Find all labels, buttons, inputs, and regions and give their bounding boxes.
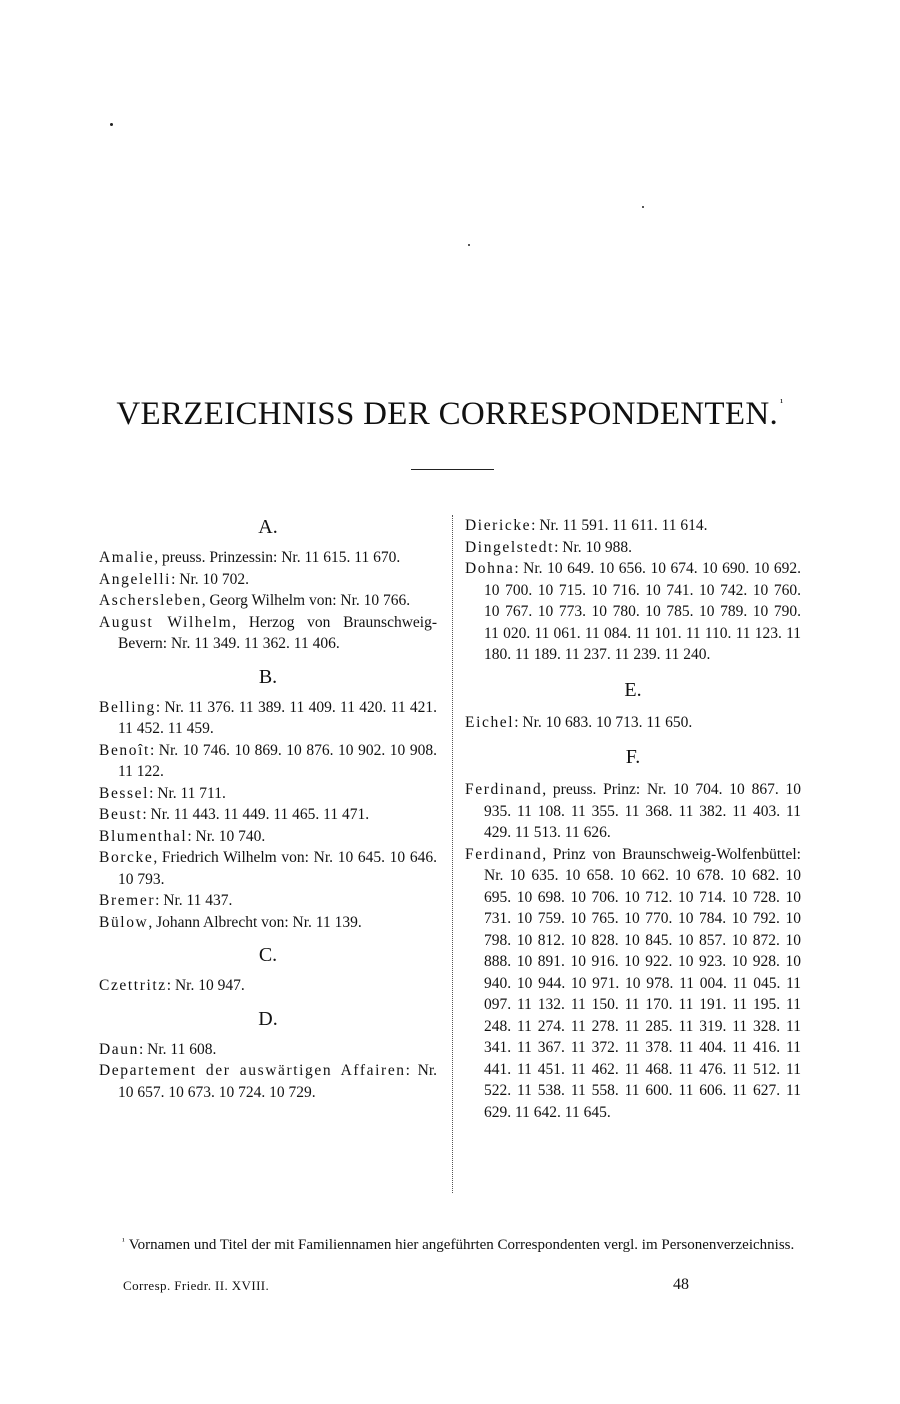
- title-footnote-mark: ¹: [780, 397, 784, 409]
- list-item: [465, 844, 801, 1124]
- list-item: [465, 712, 801, 734]
- list-item: [99, 612, 437, 655]
- entry-text: : Nr. 11 437.: [155, 892, 233, 909]
- correspondent-name: August Wilhelm: [99, 613, 233, 631]
- entry-text: , Georg Wilhelm von: Nr. 10 766.: [201, 592, 411, 609]
- entry-text: , preuss. Prinz: Nr. 10 704. 10 867. 10 935. 11 108. 11 355. 11 368. 11 382. 11 403. 11 429. 11 513. 11 626.: [484, 781, 801, 841]
- entry-text: : Nr. 10 702.: [171, 570, 250, 588]
- entry-text: , Friedrich Wilhelm von: Nr. 10 645. 10 646. 10 793.: [118, 849, 437, 888]
- list-item: [465, 515, 801, 537]
- list-item: [99, 804, 437, 826]
- page-title-text: VERZEICHNISS DER CORRESPONDENTEN.: [116, 396, 779, 432]
- correspondent-name: Belling: [99, 698, 156, 716]
- entry-text: : Nr. 11 608.: [138, 1040, 217, 1058]
- correspondent-name: Amalie: [99, 549, 155, 566]
- correspondent-name: Bremer: [99, 892, 156, 909]
- scan-speck: [110, 123, 113, 126]
- correspondent-name: Borcke: [99, 849, 154, 866]
- title-rule: [411, 469, 494, 470]
- column-divider: [452, 515, 453, 1193]
- list-item: [465, 537, 801, 559]
- page-number: 48: [673, 1276, 689, 1293]
- correspondent-name: Dingelstedt: [465, 538, 555, 556]
- entry-text: : Nr. 11 443. 11 449. 11 465. 11 471.: [142, 806, 370, 823]
- correspondent-name: Departement der auswärtigen Affairen: [99, 1062, 406, 1079]
- entry-text: : Nr. 11 711.: [149, 784, 226, 802]
- footnote-text: Vornamen und Titel der mit Familiennamen hier angeführten Correspondenten vergl. im Personenverzeichniss.: [128, 1237, 795, 1253]
- entry-text: : Nr. 11 376. 11 389. 11 409. 11 420. 11 421. 11 452. 11 459.: [118, 698, 437, 737]
- left-column: [99, 515, 437, 1103]
- list-item: [99, 547, 437, 569]
- list-item: [99, 590, 437, 612]
- entry-text: : Nr. 10 988.: [554, 538, 632, 556]
- entry-text: , preuss. Prinzessin: Nr. 11 615. 11 670.: [154, 549, 401, 566]
- correspondent-name: Dohna: [465, 560, 515, 577]
- entry-text: : Nr. 10 649. 10 656. 10 674. 10 690. 10 692. 10 700. 10 715. 10 716. 10 741. 10 742. 10 760. 10 767. 10 773. 10 780. 10 785. 10 789. 10 790. 11 020. 11 061. 11 084. 11 101. 11 110. 11 123. 11 180. 11 189. 11 237. 11 239. 11 240.: [484, 560, 801, 663]
- right-column: [465, 515, 801, 1123]
- correspondent-name: Aschersleben: [99, 592, 202, 609]
- section-letter-b: B.: [258, 665, 278, 688]
- section-letter-f: F.: [625, 746, 641, 768]
- list-item: [99, 1039, 437, 1061]
- correspondent-name: Daun: [99, 1040, 139, 1058]
- section-letter-d: D.: [258, 1007, 278, 1030]
- list-item: [99, 740, 437, 783]
- entry-text: : Nr. 10 746. 10 869. 10 876. 10 902. 10 908. 11 122.: [118, 741, 437, 780]
- entry-text: : Nr. 10 947.: [166, 977, 245, 994]
- scan-speck: [642, 206, 644, 208]
- list-item: [99, 826, 437, 848]
- footnote-mark: ¹: [122, 1236, 125, 1246]
- correspondent-name: Beust: [99, 806, 143, 823]
- entry-text: : Nr. 10 740.: [187, 827, 266, 845]
- list-item: [99, 1060, 437, 1103]
- correspondent-name: Ferdinand: [465, 781, 543, 798]
- section-letter-c: C.: [258, 944, 278, 966]
- running-foot: Corresp. Friedr. II. XVIII.: [123, 1278, 270, 1293]
- list-item: [465, 558, 801, 666]
- list-item: [99, 569, 437, 591]
- correspondent-name: Diericke: [465, 517, 532, 534]
- list-item: [465, 779, 801, 844]
- entry-text: : Nr. 10 683. 10 713. 11 650.: [514, 713, 693, 731]
- section-letter-e: E.: [624, 678, 642, 701]
- correspondent-name: Angelelli: [99, 570, 172, 588]
- correspondent-name: Bessel: [99, 784, 150, 802]
- entry-text: : Nr. 11 591. 11 611. 11 614.: [531, 517, 708, 534]
- correspondent-name: Czettritz: [99, 977, 167, 994]
- footnote: [96, 1231, 798, 1256]
- page-title: [0, 396, 900, 433]
- correspondent-name: Blumenthal: [99, 827, 188, 845]
- section-letter-a: A.: [258, 516, 278, 538]
- entry-text: : Nr. 10 657. 10 673. 10 724. 10 729.: [118, 1062, 437, 1101]
- list-item: [99, 912, 437, 934]
- list-item: [99, 890, 437, 912]
- entry-text: , Prinz von Braunschweig-Wolfenbüttel: Nr. 10 635. 10 658. 10 662. 10 678. 10 682. 10 695. 10 698. 10 706. 10 712. 10 714. 10 728. 10 731. 10 759. 10 765. 10 770. 10 784. 10 792. 10 798. 10 812. 10 828. 10 845. 10 857. 10 872. 10 888. 10 891. 10 916. 10 922. 10 923. 10 928. 10 940. 10 944. 10 971. 10 978. 11 004. 11 045. 11 097. 11 132. 11 150. 11 170. 11 191. 11 195. 11 248. 11 274. 11 278. 11 285. 11 319. 11 328. 11 341. 11 367. 11 372. 11 378. 11 404. 11 416. 11 441. 11 451. 11 462. 11 468. 11 476. 11 512. 11 522. 11 538. 11 558. 11 600. 11 606. 11 627. 11 629. 11 642. 11 645.: [484, 845, 801, 1121]
- list-item: [99, 847, 437, 890]
- entry-text: , Herzog von Braunschweig-Bevern: Nr. 11 349. 11 362. 11 406.: [118, 613, 437, 652]
- correspondent-name: Benoît: [99, 741, 150, 759]
- scan-speck: [468, 244, 470, 246]
- list-item: [99, 975, 437, 997]
- entry-text: , Johann Albrecht von: Nr. 11 139.: [148, 913, 362, 931]
- list-item: [99, 697, 437, 740]
- correspondent-name: Eichel: [465, 713, 515, 731]
- correspondent-name: Ferdinand: [465, 845, 543, 863]
- correspondent-name: Bülow: [99, 913, 149, 931]
- list-item: [99, 783, 437, 805]
